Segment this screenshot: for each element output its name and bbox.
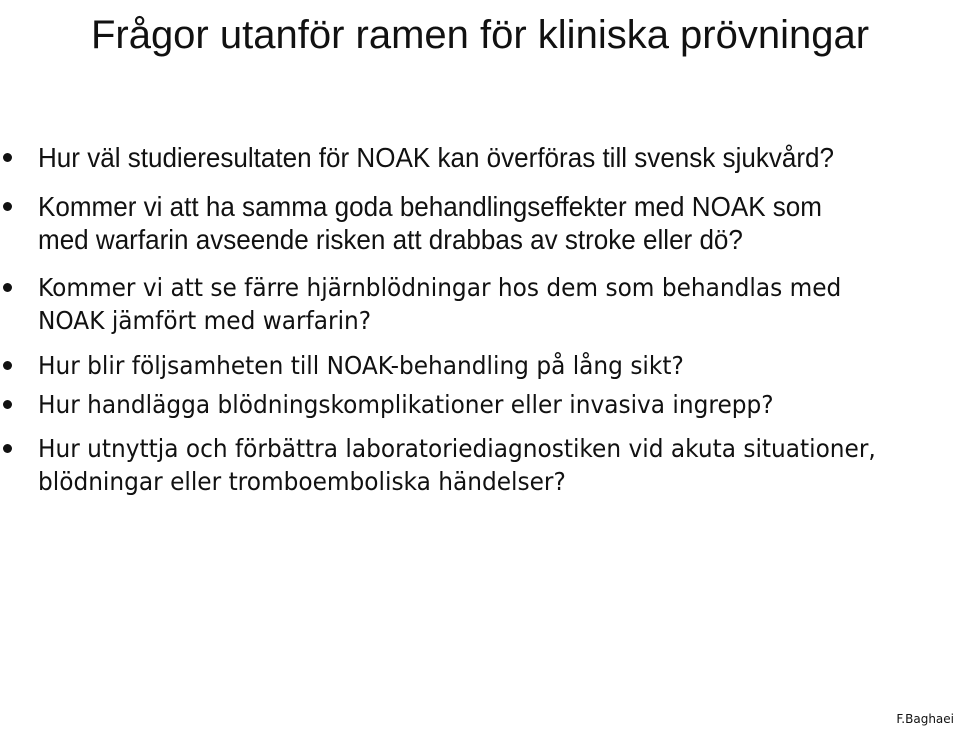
bullet-text: Hur blir följsamheten till NOAK-behandling på lång sikt? bbox=[38, 351, 684, 380]
bullet-item bbox=[0, 349, 960, 382]
bullet-text: Hur väl studieresultaten för NOAK kan överföras till svensk sjukvård? bbox=[38, 142, 835, 173]
bullet-list bbox=[0, 141, 960, 498]
bullet-dot-icon bbox=[3, 400, 12, 409]
bullet-item bbox=[0, 388, 960, 421]
bullet-text: Hur utnyttja och förbättra laboratoriediagnostiken vid akuta situationer, blödningar eller tromboemboliska händelser? bbox=[38, 434, 876, 496]
bullet-text: Hur handlägga blödningskomplikationer eller invasiva ingrepp? bbox=[38, 390, 774, 419]
bullet-dot-icon bbox=[3, 153, 12, 162]
bullet-text: Kommer vi att ha samma goda behandlingseffekter med NOAK som med warfarin avseende risken att drabbas av stroke eller dö? bbox=[38, 191, 822, 255]
bullet-text: Kommer vi att se färre hjärnblödningar hos dem som behandlas med NOAK jämfört med warfarin? bbox=[38, 273, 842, 335]
bullet-dot-icon bbox=[3, 361, 12, 370]
bullet-item bbox=[0, 190, 960, 256]
slide-title: Frågor utanför ramen för kliniska prövningar bbox=[90, 13, 870, 57]
bullet-item bbox=[0, 141, 960, 174]
bullet-item bbox=[0, 271, 960, 337]
bullet-dot-icon bbox=[3, 444, 12, 453]
bullet-item bbox=[0, 432, 960, 498]
author-footer: F.Baghaei bbox=[896, 712, 954, 726]
bullet-dot-icon bbox=[3, 202, 12, 211]
bullet-dot-icon bbox=[3, 283, 12, 292]
